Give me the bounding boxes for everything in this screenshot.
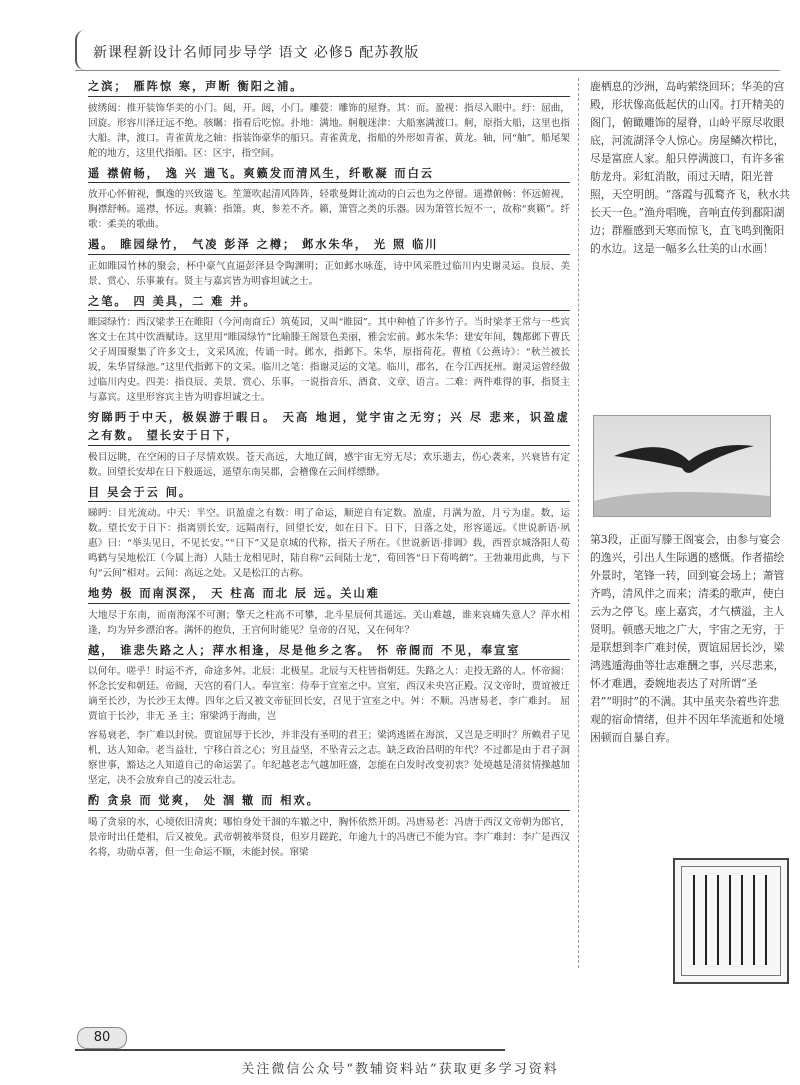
annotation: 睇眄：目光流动。中天：半空。识盈虚之有数：明了命运，顺逆自有定数。盈虚，月满为盈，月亏为虚。数，运数。望长安于日下：指离别长安，远隔南行，回望长安，如在日下。日下，日落之处，形容遥远。《世说新语·夙惠》曰：“举头见日，不见长安。”“日下”又是京城的代称，指天子所在。《世说新语·排调》载，西晋京城洛阳人荀鸣鹤与吴地松江（今属上海）人陆士龙相见时，陆自称“云间陆士龙”，荀回答“日下荀鸣鹤”。王勃兼用此典，与下句“云间”相对。云间：高远之处。又是松江的古称。 [88,508,570,580]
verse-line: 遏。 睢园绿竹， 气凌 彭泽 之樽； 邺水朱华， 光 照 临川 [88,236,570,255]
calligraphy-strokes-icon [682,867,780,975]
header-title: 新课程新设计名师同步导学 语文 必修5 配苏教版 [93,45,420,61]
page-number: 80 [77,1027,127,1049]
column-divider [578,78,579,968]
page-footer [75,1025,505,1051]
bird-photo [593,415,771,517]
page-header [75,30,780,71]
annotation: 以何年。嗟乎！时运不齐，命途多舛。北辰：北极星。北辰与天柱皆指朝廷。失路之人：走投无路的人。怀帝阍：怀念长安和朝廷。帝阍，天宫的看门人。奉宣室：侍奉于宣室之中。宣室，西汉未央宫正殿。汉文帝时，贾谊被迁谪至长沙，为长沙王太傅。四年之后又被文帝征回长安，召见于宣室之中。舛：不顺。冯唐易老，李广难封。 屈贾谊于长沙，非无 圣 主；窜梁鸿于海曲，岂 [88,666,570,723]
verse-line: 越， 谁悲失路之人；萍水相逢，尽是他乡之客。 怀 帝阍而 不见，奉宣室 [88,642,570,661]
sidebar-lower-text: 第3段，正面写滕王阁宴会，由参与宴会的逸兴，引出人生际遇的感慨。作者描绘外景时，笔锋一转，回到宴会场上；萧管齐鸣，清风伴之而来；清柔的歌声，使白云为之停飞。座上嘉宾，才气横溢，主人贤明。顿感天地之广大，宇宙之无穷，于是联想到李广难封侯，贾谊屈居长沙，梁鸿逃遁海曲等壮志难酬之事，兴尽悲来，怀才难遇，委婉地表达了对所谓“圣君”“明时”的不满。其中虽夹杂着些许悲观的宿命情绪，但并不因年华流逝和处境困顿而自暴自弃。 [590,532,785,744]
annotation: 喝了贪泉的水，心境依旧清爽；哪怕身处干涸的车辙之中，胸怀依然开朗。冯唐易老：冯唐于西汉文帝朝为郎官，景帝时出任楚相，后又被免。武帝朝被举贤良，但岁月蹉跎，年逾九十的冯唐已不能为官。李广难封：李广是西汉名将，功勋卓著，但一生命运不顺，未能封侯。窜梁 [88,816,570,858]
sidebar-upper [590,78,790,258]
annotation: 披绣闼：推开装饰华美的小门。闼，开。闼，小门。雕甍：雕饰的屋脊。其：而。盈视：指尽入眼中。纡：屈曲，回旋。形容川泽迂远不绝。骇瞩：指看后吃惊。扑地：满地。舸舰迷津：大船塞满渡口。舸，原指大船，这里也指大船。津，渡口。青雀黄龙之轴：指装饰豪华的船只。青雀黄龙，指船的外形如青雀、黄龙。轴，同“舳”，船尾架舵的地方，这里代指船。区：区宇，指空间。 [88,102,570,159]
header-bracket [75,30,87,70]
annotation: 容易衰老，李广难以封侯。贾谊屈辱于长沙，并非没有圣明的君王；梁鸿逃匿在海滨，又岂是乏明时？所赖君子见机，达人知命。老当益壮，宁移白首之心；穷且益坚，不坠青云之志。缺乏政治昌明的年代？不过都是由于君子洞察世事，豁达之人知道自己的命运罢了。年纪越老志气越加旺盛，怎能在白发时改变初衷？处境越是清贫情操越加坚定，决不会放弃自己的凌云壮志。 [88,730,570,787]
calligraphy-image [673,858,789,984]
annotation: 大地尽于东南，而南海深不可测；擎天之柱高不可攀，北斗星辰何其遥远。关山难越，谁来哀痛失意人？萍水相逢，均为异乡漂泊客。满怀的抱负，王宫何时能见？皇帝的召见，又在何年？ [88,609,570,636]
annotation: 睢园绿竹：西汉梁孝王在睢阳（今河南商丘）筑菟园，又叫“睢园”。其中种植了许多竹子。当时梁孝王常与一些宾客文士在其中饮酒赋诗。这里用“睢园绿竹”比喻滕王阁景色美丽，雅会宏前。邺水朱华：建安年间，魏都邺下曹氏父子周围聚集了许多文士，文采风流，传诵一时。邺水，指邺下。朱华，原指荷花。曹植《公燕诗》：“秋兰被长坂，朱华冒绿池。”这里代指邺下的文采。临川之笔：指谢灵运的文笔。临川，郡名，在今江西抚州。谢灵运曾经做过临川内史。四美：指良辰、美景、赏心、乐事。一说指音乐、酒食、文章、语言。二难：两件难得的事，指贤主与嘉宾。这里形容宾主皆为明睿坦诚之士。 [88,317,570,404]
verse-line: 地势 极 而南溟深， 天 柱高 而北 辰 远。关山难 [88,585,570,604]
sidebar-lower [590,520,790,758]
verse-line: 之滨； 雁阵惊 寒，声断 衡阳之浦。 [88,78,570,97]
sidebar-upper-text: 鹿栖息的沙洲，岛屿萦绕回环；华美的宫殿，形状像高低起伏的山冈。打开精美的阁门，俯瞰雕饰的屋脊，山岭平原尽收眼底，河流湖泽令人惊心。房屋鳞次栉比，尽是富庶人家。船只停满渡口，有许多雀舫龙舟。彩虹消散，雨过天晴，阳光普照，天空明朗。“落霞与孤鹜齐飞，秋水共长天一色。”渔舟唱晚，音响直传到鄱阳湖边；群雁感到天寒而惊飞，直飞鸣到衡阳的水边。这是一幅多么壮美的山水画！ [590,80,790,255]
annotation: 放开心怀俯视，飘逸的兴致遄飞。笙箫吹起清风阵阵，轻歌曼舞让流动的白云也为之停留。遥襟俯畅：怀远俯视，胸襟舒畅。遥襟，怀远。爽籁：指箫。爽，参差不齐。籁，箫管之类的乐器。因为箫管长短不一，故称“爽籁”。纤歌：柔美的歌曲。 [88,189,570,231]
main-column [88,78,570,1008]
verse-line: 目 吴会于云 间。 [88,484,570,503]
annotation: 正如睢园竹林的聚会，杯中豪气直逼彭泽县令陶渊明；正如邺水咏莲，诗中风采胜过临川内史谢灵运。良辰、美景、赏心、乐事兼有。贤主与嘉宾皆为明睿坦诚之士。 [88,260,570,287]
calligraphy-inner-frame [681,866,781,976]
flying-bird-icon [594,416,770,516]
verse-line: 酌 贪泉 而 觉爽， 处 涸 辙 而 相欢。 [88,792,570,811]
footer-tagline: 关注微信公众号“教辅资料站”获取更多学习资料 [241,1062,559,1077]
verse-line: 穷睇眄于中天，极娱游于暇日。 天高 地迥，觉宇宙之无穷；兴 尽 悲来，识盈虚之有数。 望长安于日下， [88,409,570,445]
verse-line: 之笔。 四 美具，二 难 并。 [88,293,570,312]
verse-line: 遥 襟俯畅， 逸 兴 遄飞。爽籁发而清风生，纤歌凝 而白云 [88,165,570,184]
annotation: 极目远眺，在空闲的日子尽情欢娱。苍天高远，大地辽阔，感宇宙无穷无尽；欢乐逝去，伤心袭来，兴衰皆有定数。回望长安却在日下般遥远，遥望东南吴郡，会稽像在云间样缥缈。 [88,451,570,478]
